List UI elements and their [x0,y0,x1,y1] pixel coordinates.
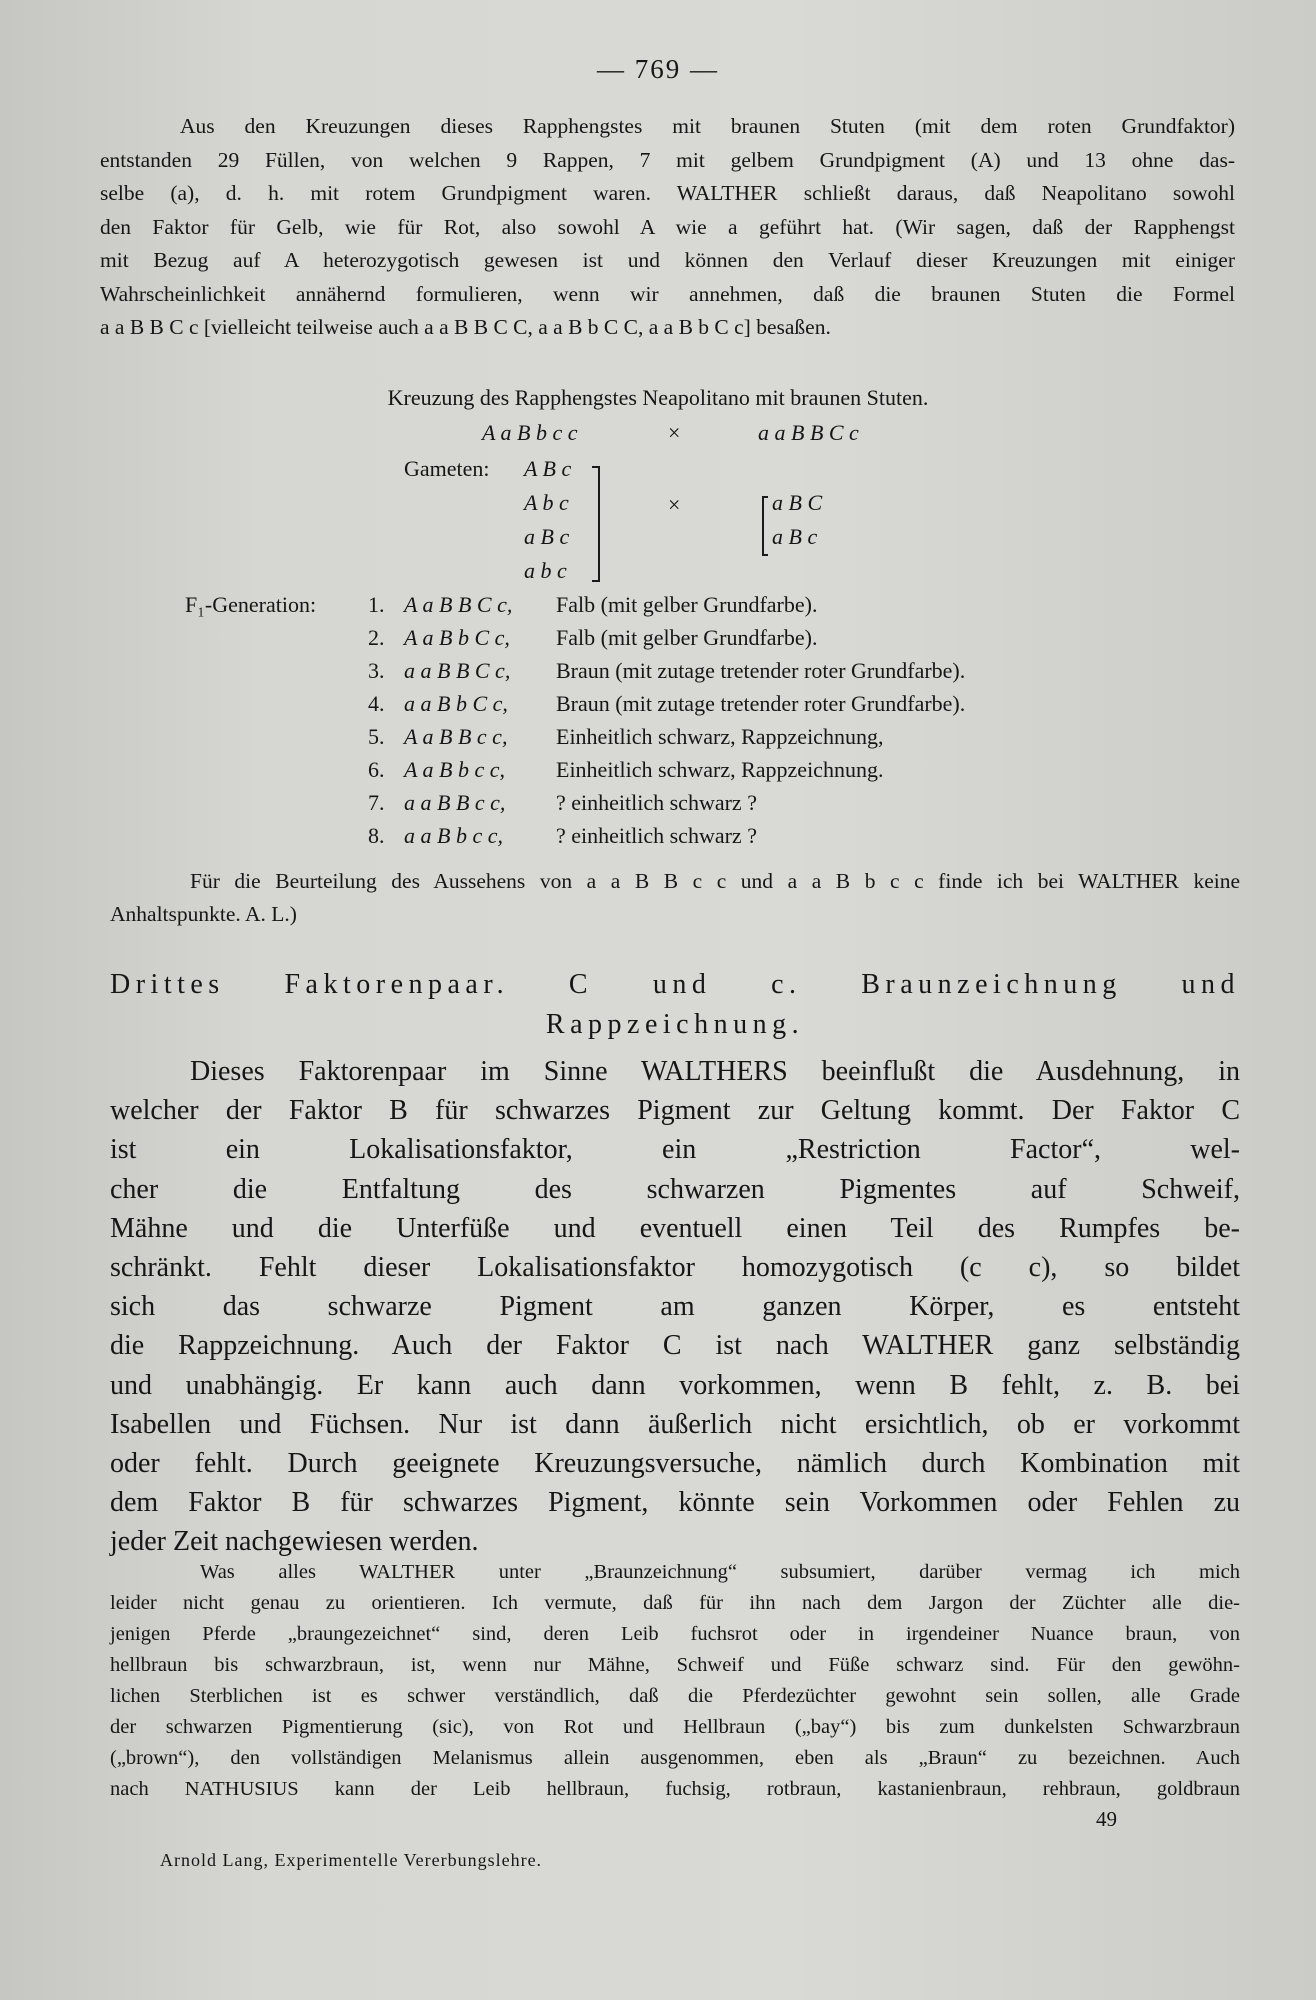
text-line: jeder Zeit nachgewiesen werden. [110,1526,479,1558]
text-line: Anhaltspunkte. A. L.) [110,902,297,926]
male-gamete: A b c [524,490,569,515]
text-line: die Rappzeichnung. Auch der Faktor C ist nach WALTHER ganz selbständig [110,1330,1240,1362]
male-gamete: a b c [524,558,567,583]
cross-symbol: × [668,492,681,517]
text-line: und unabhängig. Er kann auch dann vorkommen, wenn B fehlt, z. B. bei [110,1369,1240,1401]
female-gamete: a B C [772,490,823,515]
text-line: Wahrscheinlichkeit annähernd formulieren, wenn wir annehmen, daß die braunen Stuten die Formel [100,281,1235,306]
female-gamete: a B c [772,524,818,549]
text-line: Aus den Kreuzungen dieses Rapphengstes mit braunen Stuten (mit dem roten Grundfaktor) [180,114,1235,138]
book-signature: Arnold Lang, Experimentelle Vererbungslehre. [160,1850,543,1870]
text-line: sich das schwarze Pigment am ganzen Körper, es entsteht [110,1291,1240,1323]
text-line: hellbraun bis schwarzbraun, ist, wenn nur Mähne, Schweif und Füße schwarz sind. Für den gewöhn- [110,1654,1240,1676]
footnote-paragraph [110,1557,1240,1805]
text-line: schränkt. Fehlt dieser Lokalisationsfaktor homozygotisch (c c), so bildet [110,1252,1240,1284]
text-line: Dieses Faktorenpaar im Sinne WALTHERS beeinflußt die Ausdehnung, in [190,1056,1240,1087]
gametes-label: Gameten: [404,456,490,481]
text-line: leider nicht genau zu orientieren. Ich vermute, daß für ihn nach dem Jargon der Züchter alle die- [110,1592,1240,1614]
intro-paragraph [100,110,1235,345]
note-paragraph [110,865,1240,931]
text-line: dem Faktor B für schwarzes Pigment, könnte sein Vorkommen oder Fehlen zu [110,1487,1240,1519]
text-line: der schwarzen Pigmentierung (sic), von Rot und Hellbraun („bay“) bis zum dunkelsten Schwarzbraun [110,1716,1240,1738]
text-line: Was alles WALTHER unter „Braunzeichnung“ subsumiert, darüber vermag ich mich [200,1561,1240,1583]
f1-label: F₁-Generation: [185,592,317,617]
heading-line: Drittes Faktorenpaar. C und c. Braunzeichnung und [110,969,1240,1000]
male-gamete-brace [592,466,600,582]
text-line: („brown“), den vollständigen Melanismus allein ausgenommen, eben als „Braun“ zu bezeichnen. Auch [110,1747,1240,1769]
text-line: Für die Beurteilung des Aussehens von a a B B c c und a a B b c c finde ich bei WALTHER keine [190,869,1240,893]
text-line: a a B B C c [vielleicht teilweise auch a a B B C C, a a B b C C, a a B b C c] besaßen. [100,315,831,339]
female-formula: a a B B C c [758,420,859,445]
text-line: nach NATHUSIUS kann der Leib hellbraun, fuchsig, rotbraun, kastanienbraun, rehbraun, goldbraun [110,1778,1240,1800]
page-number: — 769 — [597,54,719,84]
f1-row: 2. A a B b C c, Falb (mit gelber Grundfarbe). [368,625,818,650]
cross-title: Kreuzung des Rapphengstes Neapolitano mit braunen Stuten. [387,385,929,410]
text-line: welcher der Faktor B für schwarzes Pigment zur Geltung kommt. Der Faktor C [110,1095,1240,1127]
male-gamete: a B c [524,524,570,549]
f1-row: 8. a a B b c c, ? einheitlich schwarz ? [368,823,757,848]
f1-row: 5. A a B B c c, Einheitlich schwarz, Rappzeichnung, [368,724,884,749]
text-line: entstanden 29 Füllen, von welchen 9 Rappen, 7 mit gelbem Grundpigment (A) und 13 ohne das- [100,147,1235,172]
text-line: selbe (a), d. h. mit rotem Grundpigment waren. WALTHER schließt daraus, daß Neapolitano sowohl [100,181,1235,205]
text-line: jenigen Pferde „braungezeichnet“ sind, deren Leib fuchsrot oder in irgendeiner Nuance braun, von [110,1623,1240,1645]
f1-row: 7. a a B B c c, ? einheitlich schwarz ? [368,790,757,815]
text-line: mit Bezug auf A heterozygotisch gewesen ist und können den Verlauf dieser Kreuzungen mit einiger [100,248,1235,272]
text-line: Mähne und die Unterfüße und eventuell einen Teil des Rumpfes be- [110,1212,1240,1244]
section-heading [110,965,1240,1045]
text-line: ist ein Lokalisationsfaktor, ein „Restriction Factor“, wel- [110,1134,1240,1166]
text-line: Isabellen und Füchsen. Nur ist dann äußerlich nicht ersichtlich, ob er vorkommt [110,1408,1240,1440]
text-line: den Faktor für Gelb, wie für Rot, also sowohl A wie a geführt hat. (Wir sagen, daß der Rapphengst [100,214,1235,239]
main-paragraph [110,1052,1240,1562]
signature-number: 49 [1096,1807,1117,1831]
f1-row: 4. a a B b C c, Braun (mit zutage tretender roter Grundfarbe). [368,691,966,716]
text-line: oder fehlt. Durch geeignete Kreuzungsversuche, nämlich durch Kombination mit [110,1448,1240,1480]
male-formula: A a B b c c [482,420,578,445]
male-gamete: A B c [524,456,572,481]
f1-row: 3. a a B B C c, Braun (mit zutage tretender roter Grundfarbe). [368,658,966,683]
text-line: cher die Entfaltung des schwarzen Pigmentes auf Schweif, [110,1173,1240,1205]
heading-line: Rappzeichnung. [545,1009,805,1040]
f1-row: 6. A a B b c c, Einheitlich schwarz, Rappzeichnung. [368,757,884,782]
f1-row: 1. A a B B C c, Falb (mit gelber Grundfarbe). [368,592,818,617]
female-gamete-brace [762,496,768,556]
cross-symbol: × [668,420,681,445]
text-line: lichen Sterblichen ist es schwer verständlich, daß die Pferdezüchter gewohnt sein sollen, alle Grade [110,1685,1240,1707]
